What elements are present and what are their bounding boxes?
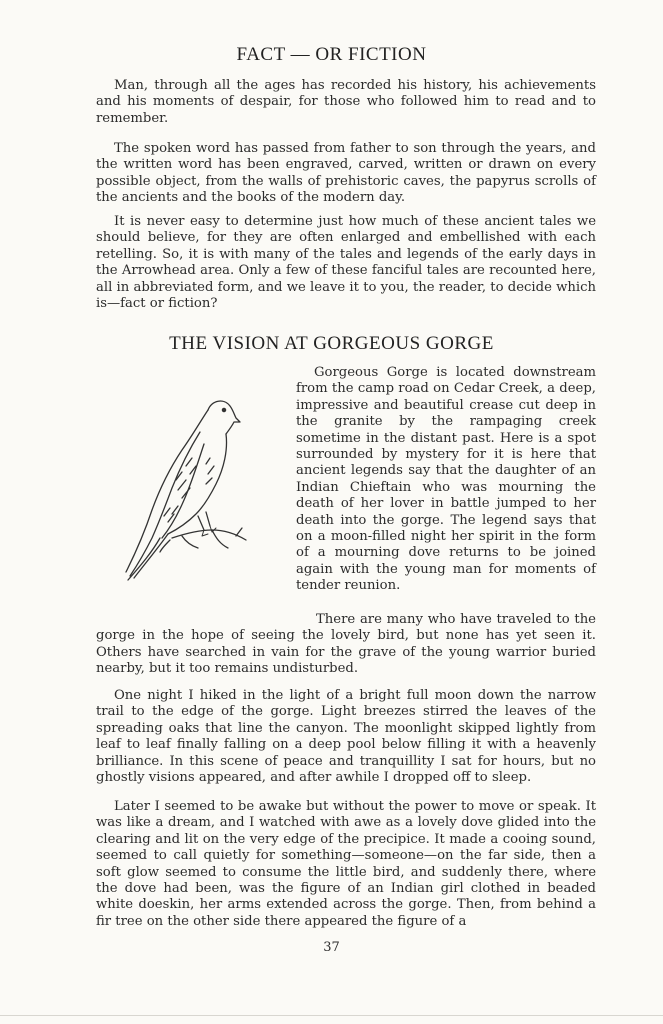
story-paragraph: Later I seemed to be awake but without the power to move or speak. It was like a dream, and I watched with awe as a lovely dove glided into the clearing and lit on the very edge of the precipice. It made a cooing sound, seemed to call quietly for something—someone—on the far side, then a soft glow seemed to consume the little bird, and suddenly there, where the dove had been, was the figure of an Indian girl clothed in beaded white doeskin, her arms extended across the gorge. Then, from behind a fir tree on the other side there appeared the figure of a	[96, 799, 596, 929]
page-number: 37	[323, 940, 340, 955]
intro-paragraph: Man, through all the ages has recorded his history, his achievements and his moments of despair, for those who followed him to read and to remember.	[96, 78, 596, 126]
intro-paragraph: The spoken word has passed from father to son through the years, and the written word has been engraved, carved, written or drawn on every possible object, from the walls of prehistoric caves, the papyrus scrolls of the ancients and the books of the modern day.	[96, 141, 596, 206]
story-paragraph: Gorgeous Gorge is located downstream from the camp road on Cedar Creek, a deep, impressive and beautiful crease cut deep in the granite by the rampaging creek sometime in the distant past. Here is a spot surrounded by mystery for it is here that ancient legends say that the daughter of an Indian Chieftain who was mourning the death of her lover in battle jumped to her death into the gorge. The legend says that on a moon-filled night her spirit in the form of a mourning dove returns to be joined again with the young man for moments of tender reunion.	[296, 365, 596, 594]
page-title: FACT — OR FICTION	[236, 44, 427, 65]
page-bottom-edge	[0, 1015, 663, 1016]
mourning-dove-icon	[112, 388, 252, 583]
story-title: THE VISION AT GORGEOUS GORGE	[169, 333, 494, 354]
story-paragraph: One night I hiked in the light of a bright full moon down the narrow trail to the edge of the gorge. Light breezes stirred the leaves of the spreading oaks that line the canyon. The moonlight skipped lightly from leaf to leaf finally falling on a deep pool below filling it with a heavenly brilliance. In this scene of peace and tranquillity I sat for hours, but no ghostly visions appeared, and after awhile I dropped off to sleep.	[96, 688, 596, 786]
story-paragraph: There are many who have traveled to the gorge in the hope of seeing the lovely bird, but none has yet seen it. Others have searched in vain for the grave of the young warrior buried nearby, but it too remains undisturbed.	[96, 612, 596, 677]
intro-paragraph: It is never easy to determine just how much of these ancient tales we should believe, for they are often enlarged and embellished with each retelling. So, it is with many of the tales and legends of the early days in the Arrowhead area. Only a few of these fanciful tales are recounted here, all in abbreviated form, and we leave it to you, the reader, to decide which is—fact or fiction?	[96, 214, 596, 312]
